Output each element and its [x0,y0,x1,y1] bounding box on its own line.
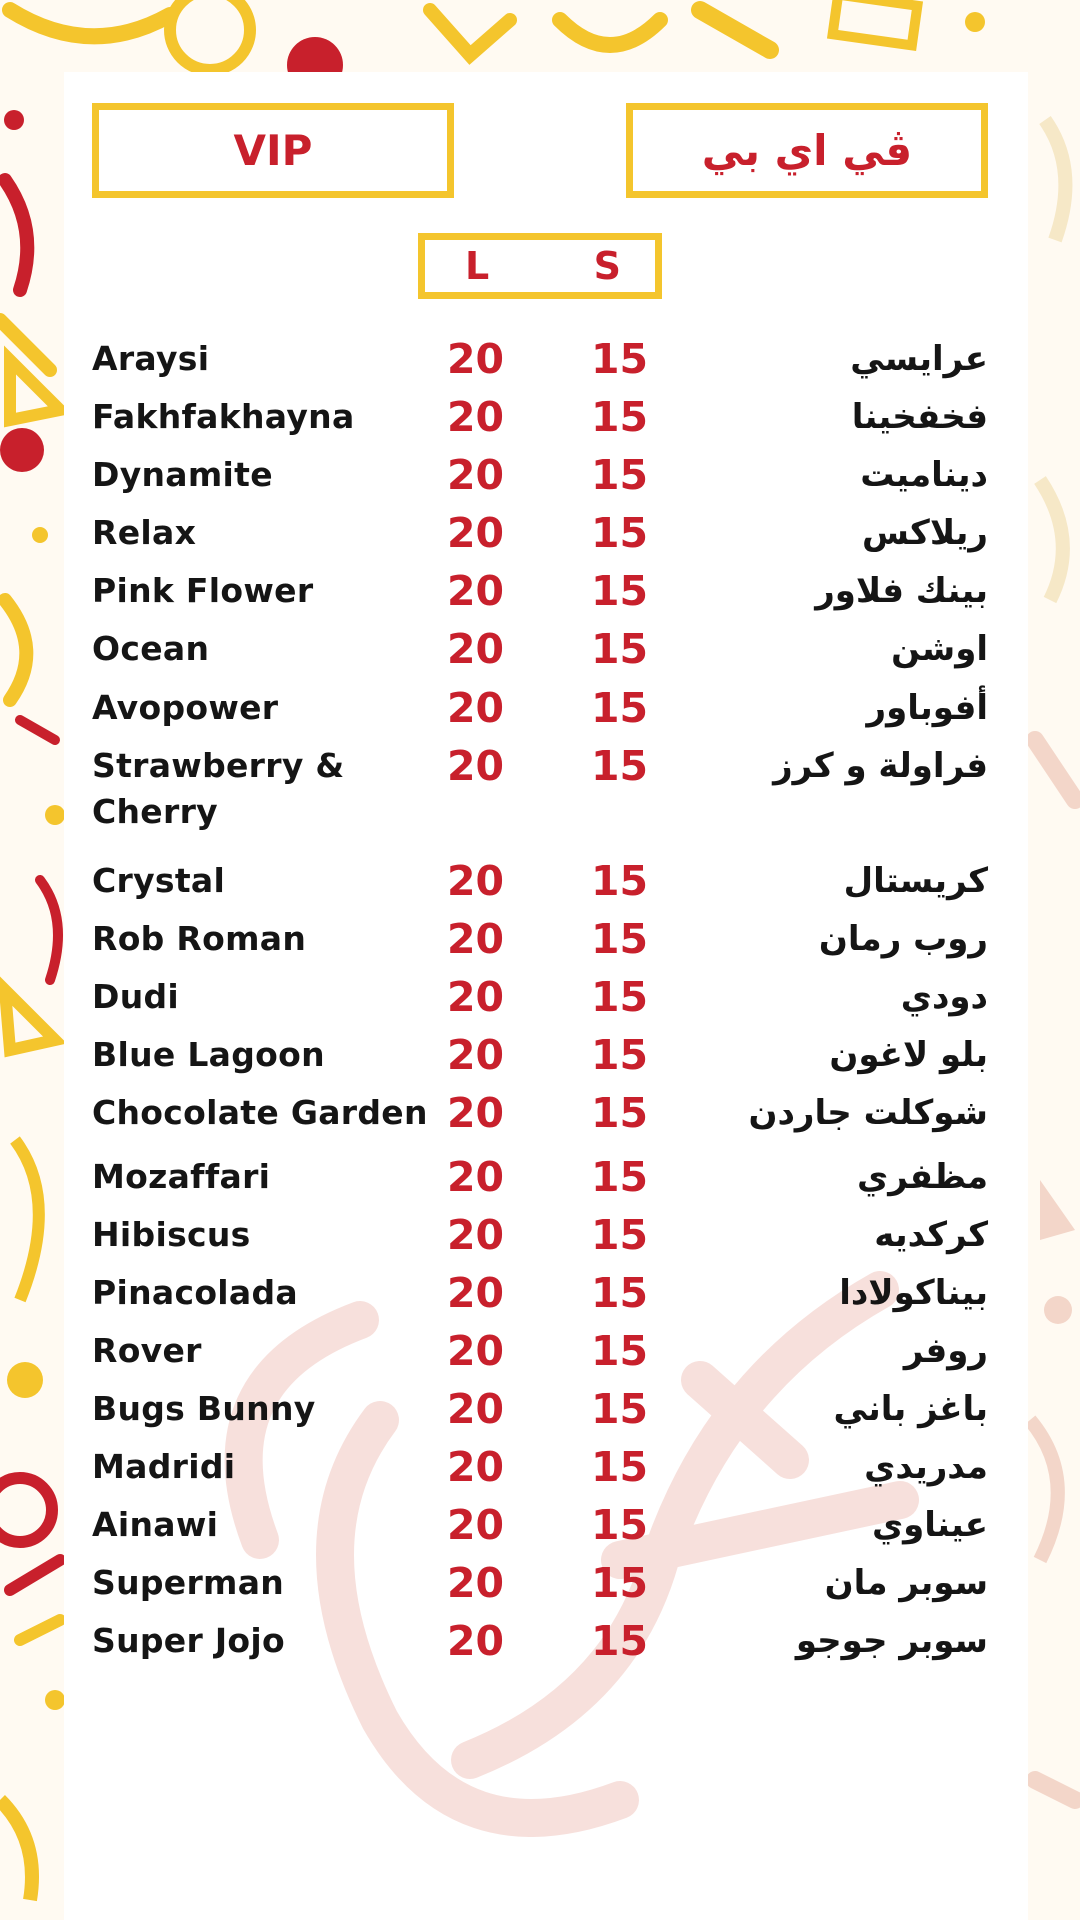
menu-item-name-english: Hibiscus [92,1215,251,1254]
menu-item-price-large: 20 [447,1153,505,1201]
title-english-text: VIP [233,126,313,175]
menu-item-name-arabic: عرايسي [850,339,988,379]
menu-item-name-arabic: ريلاكس [862,513,988,553]
menu-item-name-english: Rover [92,1331,202,1370]
menu-item-name-arabic: بينك فلاور [815,571,988,611]
menu-item-price-large: 20 [447,1617,505,1665]
menu-item-price-small: 15 [591,1089,649,1137]
menu-item-name-english: Ainawi [92,1505,219,1544]
menu-item-price-small: 15 [591,1211,649,1259]
menu-item-name-arabic: دودي [900,977,988,1017]
menu-item-price-small: 15 [591,1153,649,1201]
menu-item-price-large: 20 [447,1559,505,1607]
menu-item-name-arabic: روفر [903,1331,988,1371]
menu-item-price-small: 15 [591,335,649,383]
menu-item-name-arabic: باغز باني [833,1389,988,1429]
menu-item-name-arabic: فراولة و كرز [773,746,988,786]
menu-item-name-arabic: سوبر مان [824,1563,988,1603]
menu-item-price-large: 20 [447,1501,505,1549]
menu-item-name-arabic: كريستال [843,861,988,901]
menu-item-name-english: Superman [92,1563,285,1602]
menu-item-name-arabic: سوبر جوجو [795,1621,988,1661]
menu-item-name-english: Pinacolada [92,1273,298,1312]
menu-item-name-arabic: فخفخينا [851,397,988,437]
menu-item-price-small: 15 [591,393,649,441]
menu-item-price-large: 20 [447,857,505,905]
menu-item-price-small: 15 [591,567,649,615]
menu-item-name-english: Ocean [92,629,210,668]
menu-item-price-large: 20 [447,1089,505,1137]
menu-item-name-english: Madridi [92,1447,236,1486]
menu-item-name-arabic: بلو لاغون [829,1035,988,1075]
menu-item-name-arabic: شوكلت جاردن [748,1093,988,1133]
menu-item-price-large: 20 [447,1385,505,1433]
menu-item-name-english: Blue Lagoon [92,1035,325,1074]
menu-item-name-arabic: ديناميت [860,455,988,495]
size-large-label: L [465,244,490,288]
menu-item-price-small: 15 [591,684,649,732]
menu-item-name-english: Rob Roman [92,919,307,958]
menu-item-price-small: 15 [591,451,649,499]
menu-item-name-arabic: بيناكولادا [839,1273,988,1313]
menu-item-price-large: 20 [447,973,505,1021]
menu-item-name-english: Super Jojo [92,1621,285,1660]
menu-item-name-arabic: مدريدي [864,1447,988,1487]
menu-item-name-english: Avopower [92,688,279,727]
menu-item-price-small: 15 [591,1443,649,1491]
menu-item-price-small: 15 [591,973,649,1021]
menu-item-price-large: 20 [447,1269,505,1317]
menu-item-name-english: Chocolate Garden [92,1093,428,1132]
menu-item-price-small: 15 [591,1501,649,1549]
menu-item-price-small: 15 [591,1617,649,1665]
menu-item-name-arabic: أفوباور [866,688,988,728]
menu-item-name-english: Bugs Bunny [92,1389,316,1428]
menu-item-price-small: 15 [591,742,649,790]
menu-item-price-small: 15 [591,857,649,905]
menu-item-name-english: Araysi [92,339,210,378]
menu-item-name-arabic: اوشن [891,629,988,669]
menu-item-name-english: Dudi [92,977,180,1016]
menu-item-price-small: 15 [591,1269,649,1317]
menu-item-price-large: 20 [447,1443,505,1491]
menu-item-price-small: 15 [591,625,649,673]
size-small-label: S [593,244,621,288]
menu-item-price-large: 20 [447,393,505,441]
menu-item-name-arabic: عيناوي [871,1505,988,1545]
menu-item-name-arabic: روب رمان [818,919,988,959]
menu-item-price-large: 20 [447,915,505,963]
menu-item-name-english: Strawberry & Cherry [92,746,345,831]
menu-item-price-large: 20 [447,335,505,383]
menu-item-name-english: Fakhfakhayna [92,397,355,436]
menu-item-name-english: Dynamite [92,455,273,494]
menu-item-price-large: 20 [447,1031,505,1079]
menu-item-price-large: 20 [447,451,505,499]
menu-item-name-english: Relax [92,513,197,552]
menu-item-price-small: 15 [591,1385,649,1433]
menu-item-price-large: 20 [447,509,505,557]
menu-item-price-large: 20 [447,742,505,790]
menu-item-price-small: 15 [591,1031,649,1079]
menu-item-name-arabic: كركديه [874,1215,988,1255]
menu-item-price-large: 20 [447,567,505,615]
menu-item-price-large: 20 [447,1327,505,1375]
menu-item-price-large: 20 [447,1211,505,1259]
menu-item-name-english: Mozaffari [92,1157,271,1196]
title-arabic-text: ڤي اي بي [701,126,913,175]
menu-item-name-english: Crystal [92,861,226,900]
menu-item-price-large: 20 [447,684,505,732]
menu-item-name-arabic: مظفري [857,1157,988,1197]
menu-item-price-small: 15 [591,915,649,963]
menu-item-price-small: 15 [591,1327,649,1375]
menu-item-name-english: Pink Flower [92,571,314,610]
menu-item-price-small: 15 [591,509,649,557]
menu-item-price-large: 20 [447,625,505,673]
menu-item-price-small: 15 [591,1559,649,1607]
